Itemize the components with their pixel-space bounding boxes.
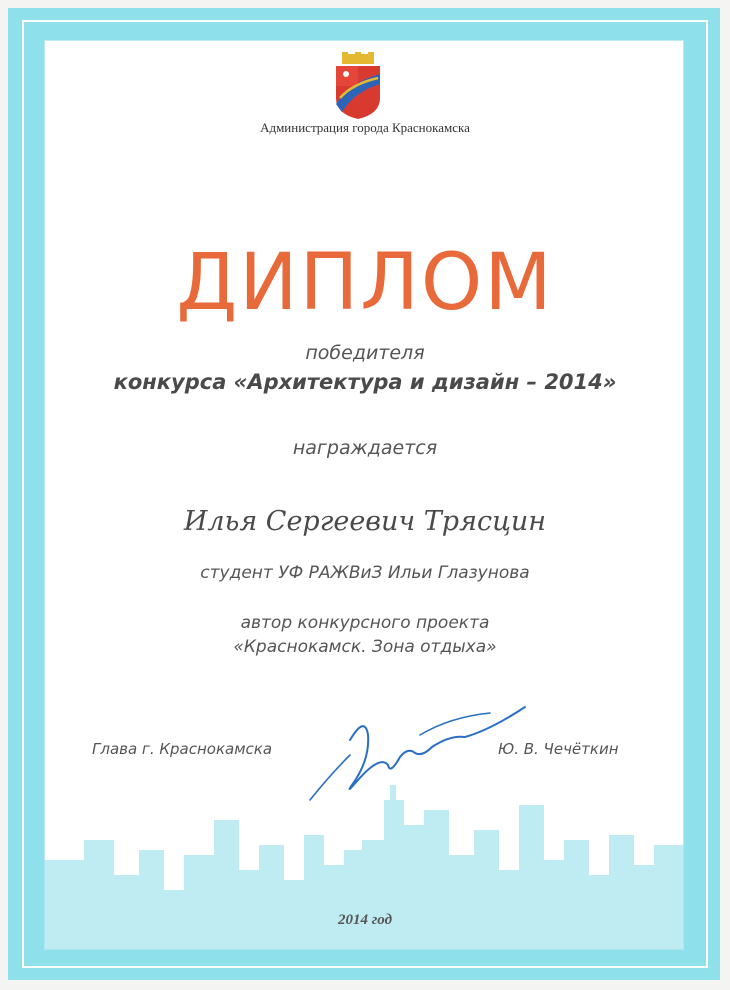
administration-name: Администрация города Краснокамска — [260, 120, 470, 135]
project-line-1: автор конкурсного проекта — [240, 613, 490, 633]
project-line-2: «Краснокамск. Зона отдыха» — [233, 637, 497, 657]
handwritten-signature — [290, 695, 530, 805]
awarded-line: награждается — [292, 437, 438, 459]
diploma-year: 2014 год — [337, 912, 393, 928]
recipient-info: студент УФ РАЖВиЗ Ильи Глазунова — [200, 563, 530, 583]
krasnokamsk-coat-of-arms-icon — [334, 52, 382, 120]
signatory-position: Глава г. Краснокамска — [92, 740, 273, 758]
recipient-name: Илья Сергеевич Трясцин — [183, 506, 547, 537]
signatory-name: Ю. В. Чечёткин — [498, 740, 619, 758]
diploma-title: ДИПЛОМ — [176, 238, 554, 328]
contest-line: конкурса «Архитектура и дизайн – 2014» — [113, 370, 617, 394]
winner-line: победителя — [305, 342, 425, 364]
